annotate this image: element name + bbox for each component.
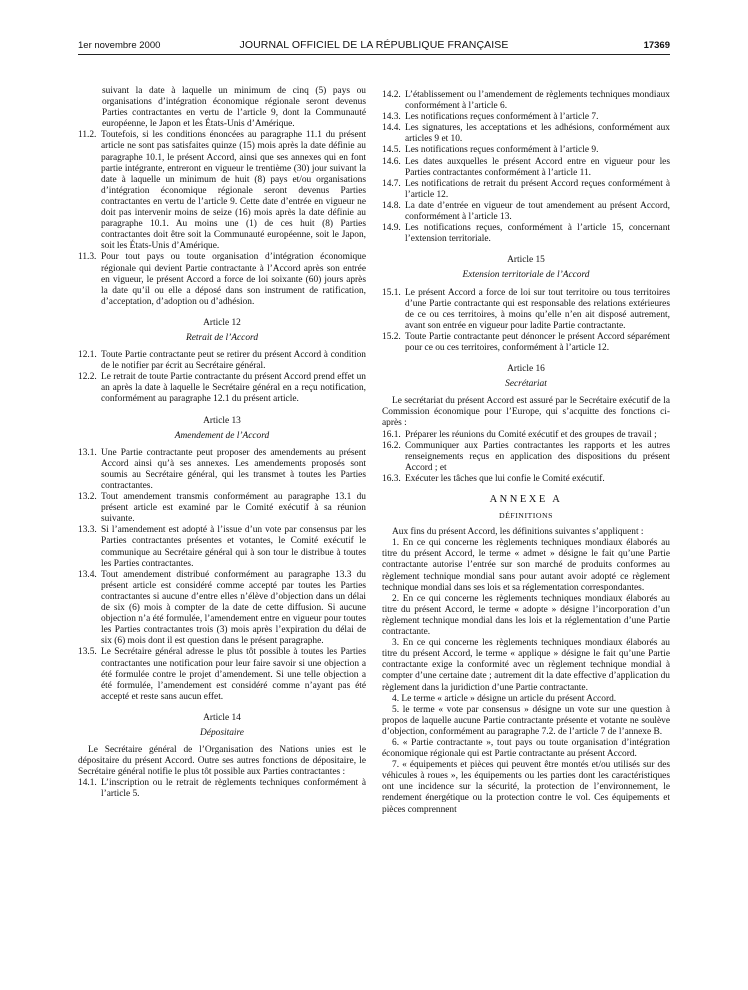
clause-number: 14.7. [382, 178, 401, 189]
clause-11-2 [78, 130, 366, 252]
left-column [78, 86, 366, 801]
clause-14-8 [382, 201, 670, 223]
clause-15-2 [382, 332, 670, 354]
clause-number: 12.1. [78, 350, 97, 361]
clause-13-4 [78, 570, 366, 648]
clause-number: 13.5. [78, 647, 97, 658]
article-12-title: Article 12 [203, 317, 241, 328]
clause-15-1 [382, 288, 670, 332]
header-date: 1er novembre 2000 [78, 40, 161, 51]
article-16-paragraph: Le secrétariat du présent Accord est assuré par le Secrétaire exécutif de la Commission économique pour l’Europe, qui s’acquitte des fonctions ci-après : [382, 396, 670, 429]
annex-definition-4: 4. Le terme « article » désigne un article du présent Accord. [392, 693, 617, 704]
clause-number: 14.2. [382, 90, 401, 100]
annex-definition-5: 5. le terme « vote par consensus » désigne un vote sur une question à propos de laquelle aucune Partie contractante présente et votante ne soulève d’objection, conformément au paragraphe 7.2. de l’article 7 de l’annexe B. [382, 704, 670, 737]
clause-16-1 [382, 430, 670, 441]
clause-text: L’inscription ou le retrait de règlements techniques conformément à l’article 5. [101, 778, 366, 800]
clause-number: 14.5. [382, 145, 401, 156]
clause-text: Tout amendement transmis conformément au paragraphe 13.1 du présent article est examiné par le Comité exécutif à sa réunion suivante. [101, 492, 366, 525]
clause-text: Toutefois, si les conditions énoncées au paragraphe 11.1 du présent article ne sont pas satisfaites quinze (15) mois après la date définie au paragraphe 10.1, le présent Accord, ainsi que ses annexes qui en font partie intégrante, entreront en vigueur le trentième (30) jour suivant la date à laquelle un minimum de huit (8) pays et/ou organisations d’intégration économique régionale seront devenus Parties contractantes en vertu de l’article 9. Cette date d’entrée en vigueur ne doit pas intervenir moins de seize (16) mois après la date définie au paragraphe 10.1. Au moins une (1) de ces huit (8) Parties contractantes doit être soit la Communauté européenne, soit le Japon, soit les États-Unis d’Amérique. [101, 130, 366, 252]
clause-text: Exécuter les tâches que lui confie le Comité exécutif. [405, 473, 605, 484]
clause-number: 16.1. [382, 429, 401, 440]
clause-number: 13.3. [78, 525, 97, 536]
clause-text: Les notifications reçues, conformément à l’article 15, concernant l’extension territoriale. [405, 223, 670, 245]
page-number: 17369 [643, 40, 670, 51]
article-16-subtitle: Secrétariat [505, 379, 547, 390]
clause-text: Les signatures, les acceptations et les adhésions, conformément aux articles 9 et 10. [405, 123, 670, 145]
clause-text: Si l’amendement est adopté à l’issue d’un vote par consensus par les Parties contractantes présentes et votantes, le Comité exécutif le communique au Secrétaire général qui à son tour le distribue à toutes les Parties contractantes. [101, 525, 366, 569]
clause-14-3 [382, 112, 670, 123]
clause-number: 16.3. [382, 473, 401, 484]
clause-number: 14.9. [382, 223, 401, 234]
clause-number: 11.3. [78, 252, 97, 263]
article-14-title: Article 14 [203, 712, 241, 723]
clause-text: Toute Partie contractante peut se retirer du présent Accord à condition de le notifier par écrit au Secrétaire général. [101, 350, 366, 372]
clause-number: 13.2. [78, 492, 97, 503]
annex-definition-7: 7. « équipements et pièces qui peuvent être montés et/ou utilisés sur des véhicules à roues », les équipements ou les parties dont les caractéristiques ont une incidence sur la sécurité, la protection de l’environnement, le rendement énergétique ou la protection contre le vol. Ces équipements et pièces comprennent [382, 760, 670, 815]
clause-text: Les notifications reçues conformément à l’article 7. [405, 112, 599, 123]
clause-number: 12.2. [78, 372, 97, 383]
clause-14-6 [382, 157, 670, 179]
clause-number: 11.2. [78, 130, 97, 141]
clause-14-9 [382, 223, 670, 245]
clause-text: Les dates auxquelles le présent Accord entre en vigueur pour les Parties contractantes conformément à l’article 11. [405, 156, 670, 178]
article-14-paragraph: Le Secrétaire général de l’Organisation des Nations unies est le dépositaire du présent Accord. Outre ses autres fonctions de dépositaire, le Secrétaire général notifie le plus tôt possible aux Parties contractantes : [78, 745, 366, 778]
clause-number: 14.6. [382, 156, 401, 167]
clause-text: Communiquer aux Parties contractantes les rapports et les autres renseignements reçus en application des dispositions du présent Accord ; et [405, 440, 670, 473]
annex-definition-3: 3. En ce qui concerne les règlements techniques mondiaux élaborés au titre du présent Accord, le terme « applique » désigne le fait qu’une Partie contractante exige la conformité avec un règlement technique mondial à compter d’une certaine date ; autrement dit la date effective d’application du règlement dans la juridiction d’une Partie contractante. [382, 638, 670, 693]
clause-12-1 [78, 350, 366, 372]
clause-text: Tout amendement distribué conformément au paragraphe 13.3 du présent article est considéré comme accepté par toutes les Parties contractantes si aucune d’entre elles n’élève d’objection dans un délai de six (6) mois à compter de la date de cette diffusion. Si aucune objection n’a été formulée, l’amendement entre en vigueur pour toutes les Parties contractantes trois (3) mois après l’expiration du délai de six (6) mois dont il est question dans le présent paragraphe. [101, 569, 366, 647]
clause-text: Toute Partie contractante peut dénoncer le présent Accord séparément pour ce ou ces territoires, conformément à l’article 12. [405, 331, 670, 353]
clause-text: Préparer les réunions du Comité exécutif et des groupes de travail ; [405, 429, 657, 440]
article-13-subtitle: Amendement de l’Accord [174, 430, 270, 441]
clause-14-4 [382, 123, 670, 145]
clause-text: Le Secrétaire général adresse le plus tôt possible à toutes les Parties contractantes une notification pour leur faire savoir si une objection a été formulée contre le projet d’amendement. Si une telle objection a été formulée, l’amendement est considéré comme n’ayant pas été accepté et reste sans aucun effet. [101, 647, 366, 702]
clause-13-1 [78, 448, 366, 492]
article-14-subtitle: Dépositaire [200, 727, 244, 738]
page-header [78, 38, 670, 55]
clause-13-2 [78, 492, 366, 525]
clause-text: La date d’entrée en vigueur de tout amendement au présent Accord, conformément à l’article 13. [405, 200, 670, 223]
clause-number: 14.4. [382, 123, 401, 134]
clause-text: L’établissement ou l’amendement de règlements techniques mondiaux conformément à l’article 6. [405, 90, 670, 112]
article-13-title: Article 13 [203, 415, 241, 426]
clause-number: 13.4. [78, 569, 97, 580]
article-12-subtitle: Retrait de l’Accord [185, 332, 259, 343]
clause-text: Pour tout pays ou toute organisation d’intégration économique régionale qui devient Partie contractante à l’Accord après son entrée en vigueur, le présent Accord a force de loi soixante (60) jours après la date qu’il ou elle a déposé dans son instrument de ratification, d’acceptation, d’adoption ou d’adhésion. [101, 252, 366, 307]
right-column [382, 90, 670, 816]
clause-11-3 [78, 252, 366, 307]
article-16-title: Article 16 [507, 364, 545, 375]
annex-definition-2: 2. En ce qui concerne les règlements techniques mondiaux élaborés au titre du présent Accord, le terme « adopte » désigne l’incorporation d’un règlement technique mondial dans les lois et la réglementation d’une Partie contractante. [382, 593, 670, 638]
annex-definition-1: 1. En ce qui concerne les règlements techniques mondiaux élaborés au titre du présent Accord, le terme « admet » désigne le fait qu’une Partie contractante autorise l’entrée sur son marché de produits conformes au règlement technique mondial sans pour autant avoir adopté ce règlement technique mondial dans ses lois et sa réglementation correspondantes. [382, 538, 670, 593]
clause-14-2 [382, 90, 670, 112]
clause-number: 15.1. [382, 287, 401, 298]
annex-a-title: ANNEXE A [489, 494, 563, 505]
clause-text: Une Partie contractante peut proposer des amendements au présent Accord ainsi qu’à ses annexes. Les amendements proposés sont soumis au Secrétaire général, qui les transmet à toutes les Parties contractantes. [101, 447, 366, 491]
clause-16-2 [382, 441, 670, 474]
article-15-title: Article 15 [507, 255, 545, 266]
clause-number: 14.1. [78, 778, 97, 789]
clause-text: Le présent Accord a force de loi sur tout territoire ou tous territoires d’une Partie contractante qui est responsable des relations extérieures de ce ou ces territoires, à moins qu’elle n’en ait disposé autrement, avant son entrée en vigueur pour ladite Partie contractante. [405, 287, 670, 331]
journal-title: JOURNAL OFFICIEL DE LA RÉPUBLIQUE FRANÇAISE [239, 39, 509, 51]
clause-16-3 [382, 474, 670, 485]
clause-13-5 [78, 647, 366, 702]
annex-paragraph: Aux fins du présent Accord, les définitions suivantes s’appliquent : [392, 527, 644, 538]
clause-13-3 [78, 525, 366, 569]
clause-number: 16.2. [382, 440, 401, 451]
clause-number: 14.3. [382, 112, 401, 123]
continued-paragraph: suivant la date à laquelle un minimum de cinq (5) pays ou organisations d’intégration économique régionale seront devenus Parties contractantes en vertu de l’article 9, dont la Communauté européenne, le Japon et les États-Unis d’Amérique. [102, 86, 366, 130]
clause-number: 15.2. [382, 331, 401, 342]
clause-number: 13.1. [78, 447, 97, 458]
clause-12-2 [78, 372, 366, 405]
clause-text: Les notifications reçues conformément à l’article 9. [405, 145, 599, 156]
clause-text: Le retrait de toute Partie contractante du présent Accord prend effet un an après la date à laquelle le Secrétaire général en a reçu notification, conformément au paragraphe 12.1 du présent article. [101, 372, 366, 405]
annex-definition-6: 6. « Partie contractante », tout pays ou toute organisation d’intégration économique régionale qui est Partie contractante au présent Accord. [382, 737, 670, 760]
clause-text: Les notifications de retrait du présent Accord reçues conformément à l’article 12. [405, 178, 670, 200]
clause-14-1 [78, 778, 366, 800]
clause-14-5 [382, 145, 670, 156]
clause-number: 14.8. [382, 200, 401, 211]
clause-14-7 [382, 179, 670, 201]
article-15-subtitle: Extension territoriale de l’Accord [462, 270, 590, 281]
annex-a-subtitle: DÉFINITIONS [498, 511, 553, 521]
